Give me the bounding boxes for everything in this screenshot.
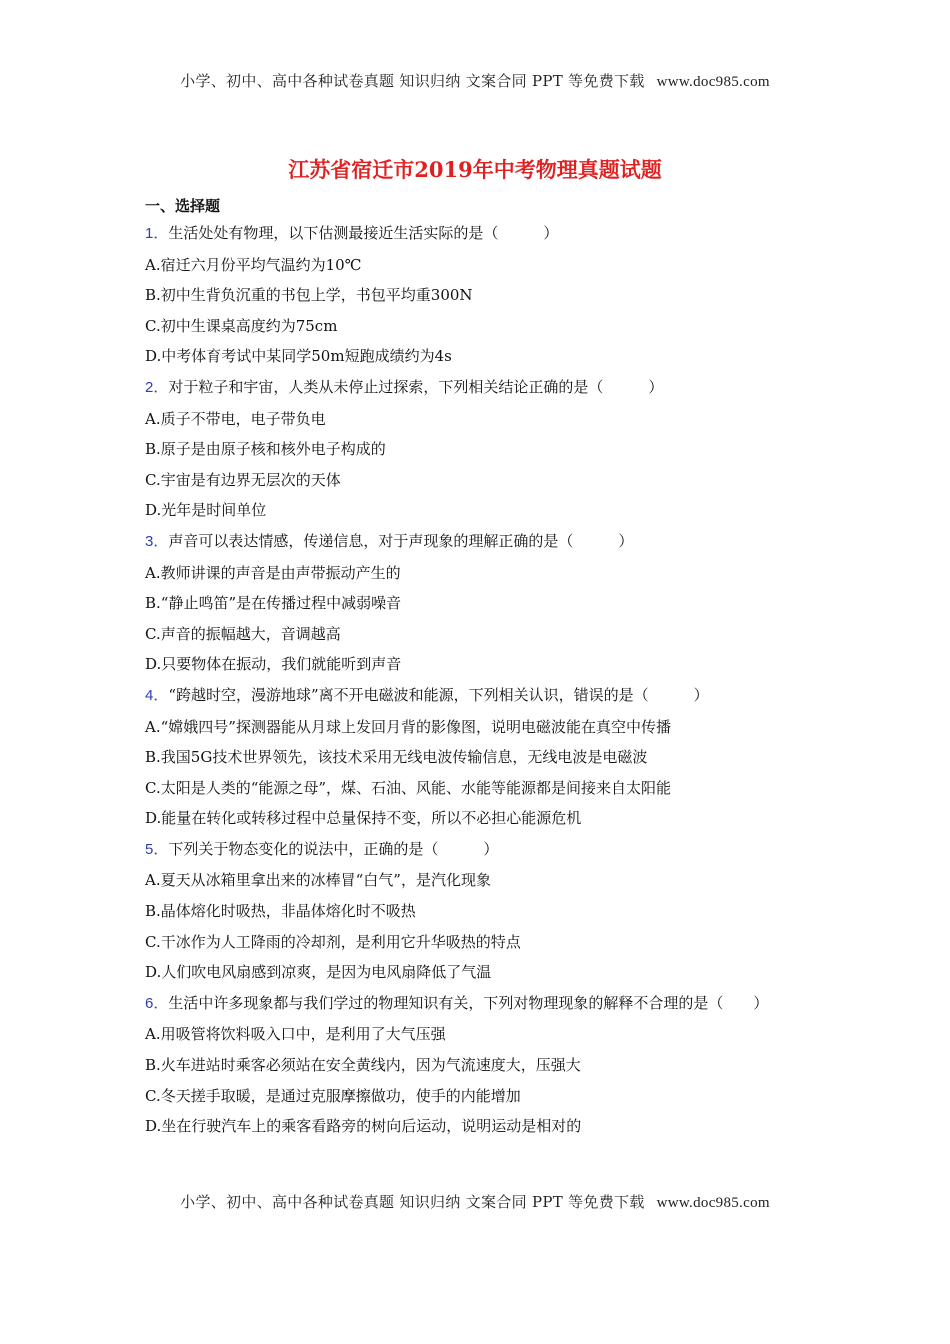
question-stem: 下列关于物态变化的说法中，正确的是（ ） (168, 839, 499, 858)
page-footer (0, 1191, 950, 1212)
question-5 (145, 834, 825, 988)
option-a: A.教师讲课的声音是由声带振动产生的 (145, 563, 401, 582)
question-4 (145, 680, 825, 834)
option-c: C.声音的振幅越大，音调越高 (145, 624, 341, 643)
option-a: A.夏天从冰箱里拿出来的冰棒冒“白气”，是汽化现象 (145, 871, 491, 890)
question-stem: “跨越时空，漫游地球”离不开电磁波和能源，下列相关认识，错误的是（ ） (168, 685, 709, 704)
header-text: 小学、初中、高中各种试卷真题 知识归纳 文案合同 PPT 等免费下载 (180, 72, 645, 90)
question-number: 1． (145, 225, 169, 242)
option-d: D.只要物体在振动，我们就能听到声音 (145, 655, 402, 674)
question-number: 4． (145, 686, 169, 704)
question-stem: 生活处处有物理，以下估测最接近生活实际的是（ ） (168, 224, 559, 242)
question-3 (145, 526, 825, 680)
page-title: 江苏省宿迁市2019年中考物理真题试题 (288, 157, 662, 182)
option-b: B.晶体熔化时吸热，非晶体熔化时不吸热 (145, 902, 416, 921)
question-stem: 生活中许多现象都与我们学过的物理知识有关，下列对物理现象的解释不合理的是（ ） (168, 993, 769, 1012)
option-d: D.坐在行驶汽车上的乘客看路旁的树向后运动，说明运动是相对的 (145, 1117, 582, 1136)
page-header (0, 70, 950, 91)
question-number: 3． (145, 532, 169, 550)
option-b: B.我国5G技术世界领先，该技术采用无线电波传输信息，无线电波是电磁波 (145, 748, 648, 767)
question-1 (145, 218, 825, 372)
option-b: B.火车进站时乘客必须站在安全黄线内，因为气流速度大，压强大 (145, 1056, 581, 1075)
option-c: C.宇宙是有边界无层次的天体 (145, 470, 341, 489)
question-number: 5． (145, 840, 169, 858)
question-6 (145, 988, 825, 1142)
option-a: A.用吸管将饮料吸入口中，是利用了大气压强 (145, 1025, 446, 1044)
option-d: D.人们吹电风扇感到凉爽，是因为电风扇降低了气温 (145, 963, 492, 982)
option-c: C.太阳是人类的“能源之母”，煤、石油、风能、水能等能源都是间接来自太阳能 (145, 778, 672, 797)
option-a: A.“嫦娥四号”探测器能从月球上发回月背的影像图，说明电磁波能在真空中传播 (145, 717, 671, 736)
question-stem: 声音可以表达情感，传递信息，对于声现象的理解正确的是（ ） (168, 531, 634, 550)
option-b: B.初中生背负沉重的书包上学，书包平均重300N (145, 286, 473, 305)
question-number: 2． (145, 378, 169, 396)
option-c: C.初中生课桌高度约为75cm (145, 316, 338, 335)
header-site: www.doc985.com (656, 74, 770, 90)
footer-site: www.doc985.com (656, 1195, 770, 1211)
option-b: B.原子是由原子核和核外电子构成的 (145, 440, 386, 459)
question-stem: 对于粒子和宇宙，人类从未停止过探索，下列相关结论正确的是（ ） (168, 377, 664, 396)
question-2 (145, 372, 825, 526)
option-b: B.“静止鸣笛”是在传播过程中减弱噪音 (145, 594, 402, 613)
question-list (145, 218, 825, 1142)
footer-text: 小学、初中、高中各种试卷真题 知识归纳 文案合同 PPT 等免费下载 (180, 1193, 645, 1211)
option-a: A.质子不带电，电子带负电 (145, 409, 326, 428)
section-heading: 一、选择题 (145, 197, 221, 215)
option-d: D.中考体育考试中某同学50m短跑成绩约为4s (145, 347, 452, 366)
option-a: A.宿迁六月份平均气温约为10℃ (145, 255, 362, 274)
option-d: D.光年是时间单位 (145, 501, 267, 520)
question-number: 6． (145, 994, 169, 1012)
option-c: C.冬天搓手取暖，是通过克服摩擦做功，使手的内能增加 (145, 1086, 521, 1105)
option-c: C.干冰作为人工降雨的冷却剂，是利用它升华吸热的特点 (145, 932, 521, 951)
option-d: D.能量在转化或转移过程中总量保持不变，所以不必担心能源危机 (145, 809, 582, 828)
